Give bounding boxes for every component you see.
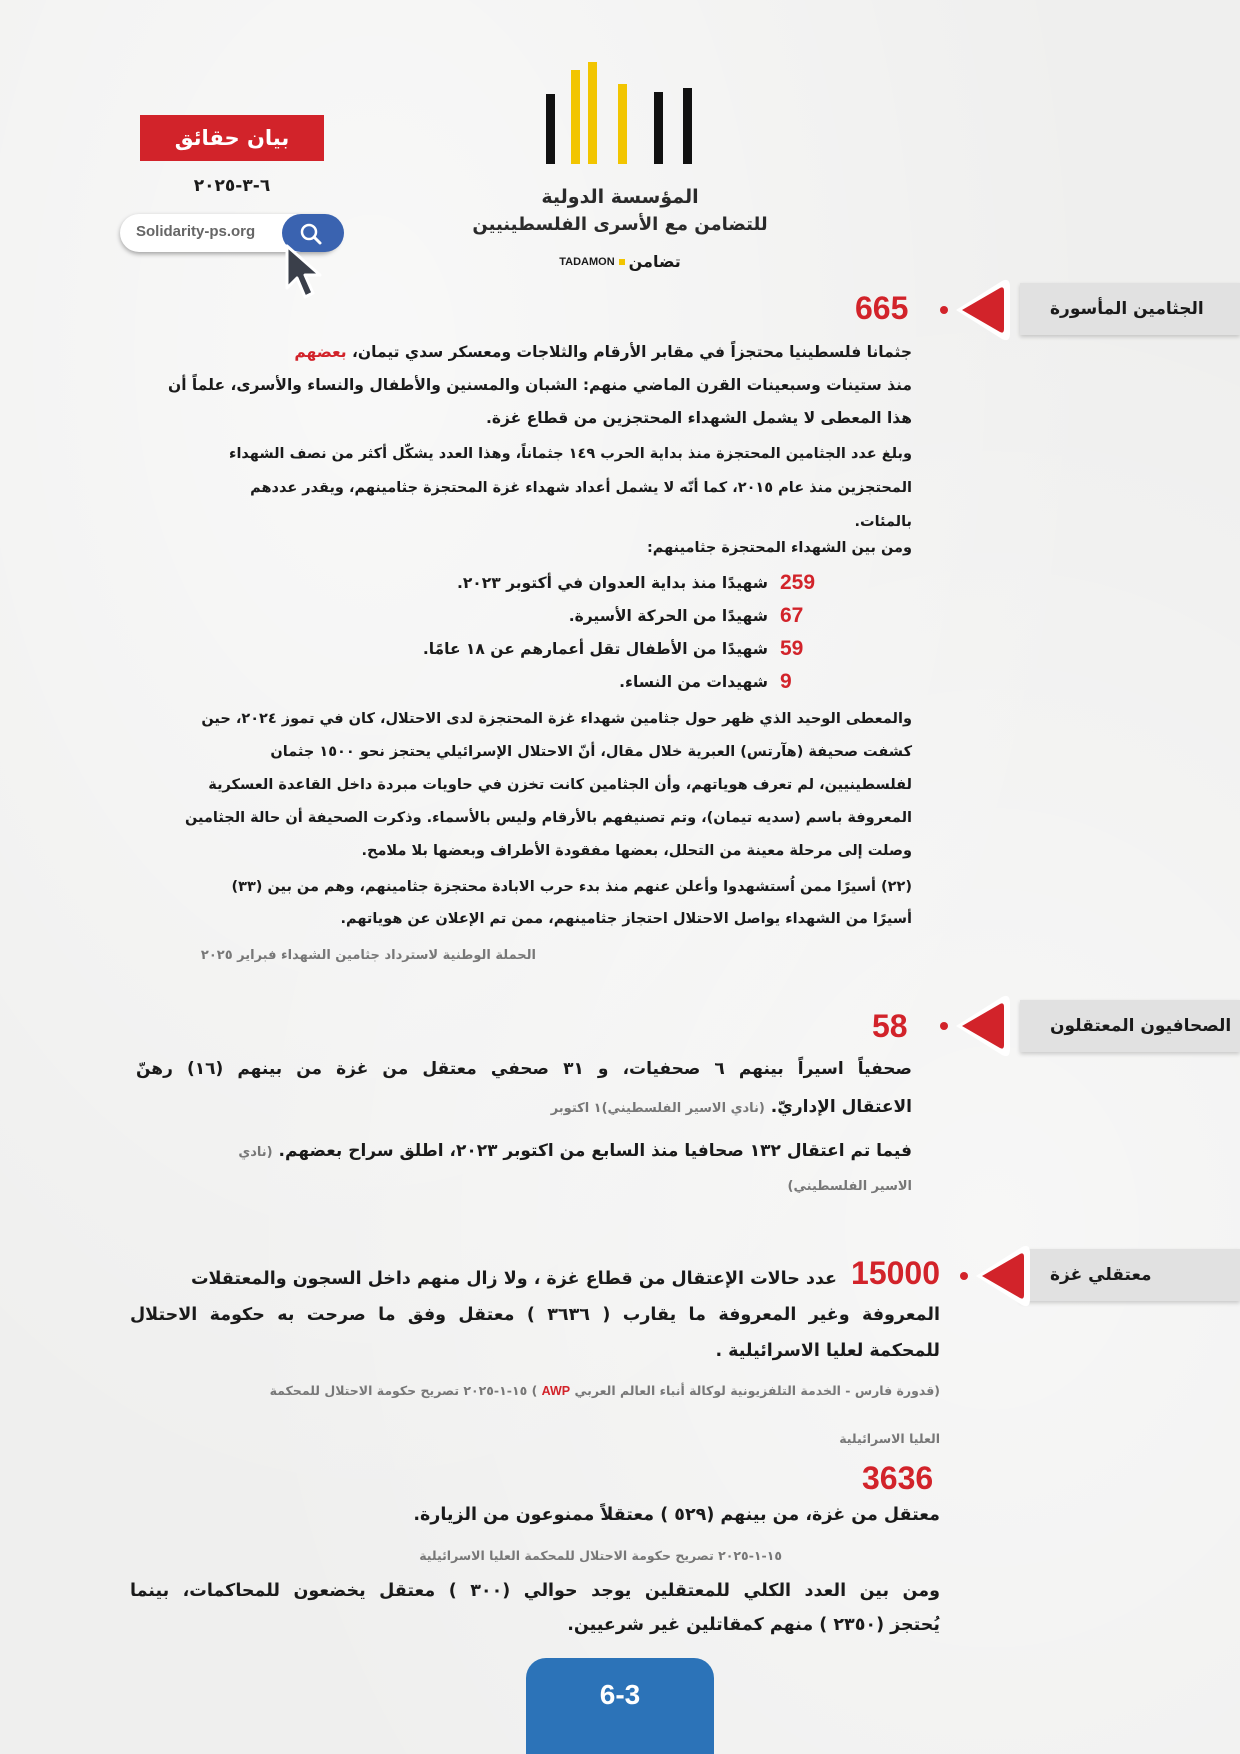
gaza-line-2: المعروفة وغير المعروفة ما يقارب ( ٣٦٣٦ ) معتقل وفق ما صرحت به حكومة الاحتلال [130,1305,940,1325]
section-tab-bodies-label: الجثامين المأسورة [1050,299,1204,319]
gaza-line-6: يُحتجز (٢٣٥٠ ) منهم كمقاتلين غير شرعيين. [567,1615,940,1635]
stat-label: شهيدًا من الأطفال تقل أعمارهم عن ١٨ عامًا. [422,640,768,658]
stat-value: 59 [780,637,804,660]
bodies-source: الحملة الوطنية لاسترداد جثامين الشهداء فبراير ٢٠٢٥ [200,948,536,963]
mouse-cursor-icon [284,244,326,302]
journalists-paragraph [136,1050,912,1202]
journalists-line-2: الاعتقال الإداريّ. (نادي الاسير الفلسطيني)١ اكتوبر [550,1097,912,1117]
journalists-count: 58 [872,1008,908,1044]
bodies-count: 665 [855,290,909,326]
stat-row [619,667,840,697]
website-url[interactable]: Solidarity-ps.org [136,223,256,240]
section-marker-icon [938,991,1018,1061]
section-tab-journalists-label: الصحافيون المعتقلون [1050,1016,1232,1036]
bodies-paragraph-4 [136,871,912,935]
gaza-paragraph-1 [130,1255,940,1369]
stat-row [569,601,840,631]
gaza-source-2: ١٥-١-٢٠٢٥ تصريح حكومة الاحتلال للمحكمة العليا الاسرائيلية [419,1548,782,1563]
bodies-p2-line-1: وبلغ عدد الجثامين المحتجزة منذ بداية الحرب ١٤٩ جثماناً، وهذا العدد يشكّل أكثر من نصف الشهداء [229,446,912,462]
bodies-paragraph-1 [136,336,912,435]
logo-wordmark-ar: تضامن [628,252,681,271]
logo-dot-icon [619,259,625,265]
page-number: 6-3 [599,1679,641,1710]
section-tab-bodies [1020,283,1240,335]
gaza-detainees-count: 3636 [862,1460,934,1496]
stat-row [423,634,840,664]
logo-wordmark-en: TADAMON [559,255,615,268]
stat-label: شهيدًا منذ بداية العدوان في أكتوبر ٢٠٢٣. [456,574,768,592]
journalists-line-3: فيما تم اعتقال ١٣٢ صحافيا منذ السابع من اكتوبر ٢٠٢٣، اطلق سراح بعضهم. (نادي [238,1141,912,1161]
fact-sheet-badge-label: بيان حقائق [174,126,290,150]
logo-wordmark [546,252,694,271]
bodies-p4-line-2: أسيرًا من الشهداء يواصل الاحتلال احتجاز جثامينهم، ممن تم الإعلان عن هوياتهم. [340,911,912,927]
gaza-source-1-cont: العليا الاسرائيلية [839,1431,940,1446]
gaza-line-1: 15000 عدد حالات الإعتقال من قطاع غزة ، ولا زال منهم داخل السجون والمعتقلات [190,1255,940,1291]
bodies-p2-line-2: المحتجزين منذ عام ٢٠١٥، كما أنّه لا يشمل أعداد شهداء غزة المحتجزة جثامينهم، ويقدر عددهم [250,480,912,496]
section-tab-journalists [1020,1000,1240,1052]
logo-bars-icon [546,62,694,166]
logo-title: المؤسسة الدولية [541,186,699,208]
bodies-paragraph-3 [136,703,912,868]
document-date: ٦-٣-٢٠٢٥ [193,176,271,196]
bodies-line-1: جثمانا فلسطينيا محتجزاً في مقابر الأرقام والثلاجات ومعسكر سدي تيمان، بعضهم [294,343,912,361]
page-number-tab [526,1658,714,1754]
section-tab-gaza-detainees-label: معتقلي غزة [1050,1265,1152,1285]
bodies-line-2: منذ ستينات وسبعينات القرن الماضي منهم: الشبان والمسنين والأطفال والنساء والأسرى، علماً أن [167,376,912,394]
bodies-p4-line-1: (٢٢) أسيرًا ممن اُستشهدوا وأعلن عنهم منذ بدء حرب الابادة محتجزة جثامينهم، وهم من بين (٣٣) [231,879,912,895]
stat-value: 67 [780,604,804,627]
section-marker-icon [958,1241,1038,1311]
stat-value: 9 [780,670,792,693]
bodies-p3-line-2: كشفت صحيفة (هآرتس) العبرية خلال مقال، أنّ الاحتلال الإسرائيلي يحتجز نحو ١٥٠٠ جثمان [270,744,912,760]
bodies-line-3: هذا المعطى لا يشمل الشهداء المحتجزين من قطاع غزة. [485,409,912,427]
bodies-list-intro: ومن بين الشهداء المحتجزة جثامينهم: [646,540,912,556]
bodies-p3-line-4: المعروفة باسم (سديه تيمان)، وتم تصنيفهم بالأرقام وليس بالأسماء. وذكرت الصحيفة أن حالة الجثامين [184,810,912,826]
bodies-p3-line-5: وصلت إلى مرحلة معينة من التحلل، بعضها مفقودة الأطراف وبعضها بلا ملامح. [361,843,912,859]
gaza-paragraph-2 [130,1574,940,1642]
gaza-arrests-count: 15000 [851,1255,940,1291]
stat-value: 259 [780,571,816,594]
bodies-p3-line-3: لفلسطينيين، لم تعرف هوياتهم، وأن الجثامين كانت تخزن في حاويات مبردة داخل القاعدة العسكرية [208,777,912,793]
logo-subtitle: للتضامن مع الأسرى الفلسطينيين [472,214,768,235]
journalists-line-4: الاسير الفلسطيني) [787,1179,912,1194]
stat-label: شهيدًا من الحركة الأسيرة. [568,607,768,625]
stat-row [457,568,840,598]
stat-label: شهيدات من النساء. [619,673,768,691]
fact-sheet-badge [140,115,324,161]
section-tab-gaza-detainees [1020,1249,1240,1301]
journalists-line-1: صحفياً اسيراً بينهم ٦ صحفيات، و ٣١ صحفي معتقل من غزة من بينهم (١٦) رهنّ [136,1059,912,1079]
bodies-p2-line-3: بالمئات. [854,514,912,530]
gaza-line-3: للمحكمة لعليا الاسرائيلية . [715,1341,940,1361]
gaza-line-5: ومن بين العدد الكلي للمعتقلين يوجد حوالي (٣٠٠ ) معتقل يخضعون للمحاكمات، بينما [130,1581,940,1601]
bodies-p3-line-1: والمعطى الوحيد الذي ظهر حول جثامين شهداء غزة المحتجزة لدى الاحتلال، كان في تموز ٢٠٢٤، حين [201,711,912,727]
bodies-paragraph-2 [136,437,912,539]
section-marker-icon [938,275,1018,345]
gaza-line-4: معتقل من غزة، من بينهم (٥٢٩ ) معتقلاً ممنوعون من الزيارة. [413,1505,940,1525]
gaza-source-1: (قدورة فارس - الخدمة التلفزيونية لوكالة أنباء العالم العربي AWP ) ١٥-١-٢٠٢٥ تصريح حكومة الاحتلال للمحكمة [269,1383,940,1398]
